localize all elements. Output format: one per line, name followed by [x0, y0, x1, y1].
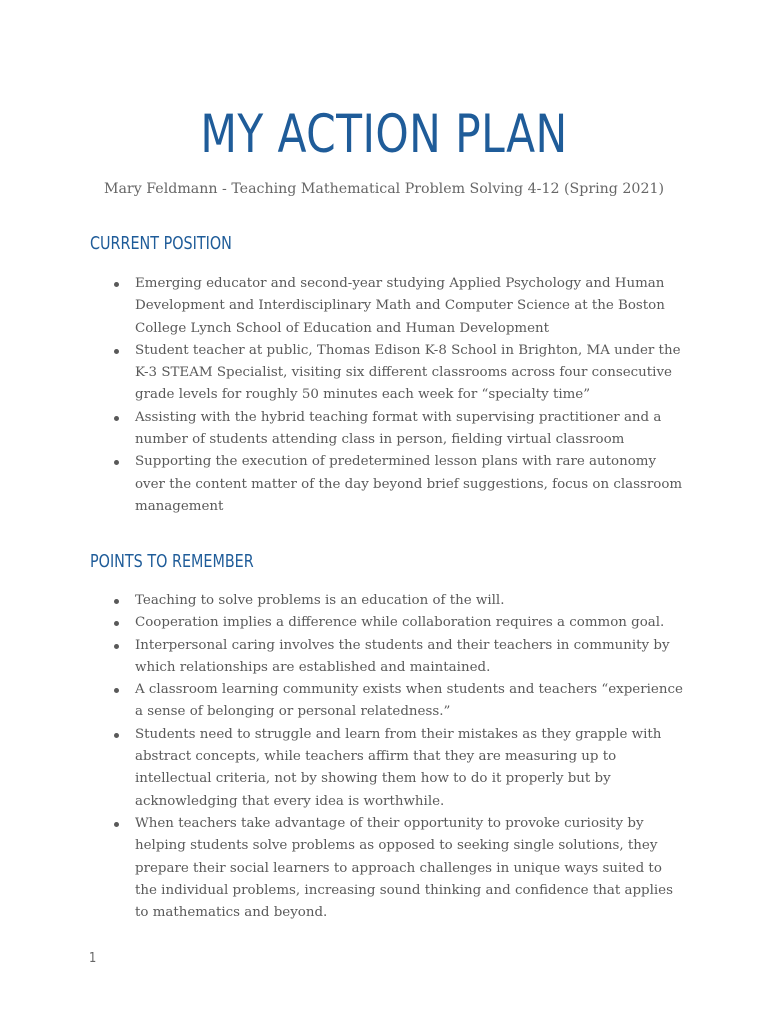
- list-item: [135, 635, 683, 680]
- bullet-icon: [114, 349, 119, 354]
- list-item-text: Cooperation implies a difference while collaboration requires a common goal.: [135, 615, 665, 631]
- list-item: [135, 679, 683, 724]
- bullet-icon: [114, 416, 119, 421]
- list-item: [135, 340, 683, 407]
- list-item-text: Assisting with the hybrid teaching format with supervising practitioner and a number of students attending class in person, fielding virtual classroom: [135, 409, 662, 448]
- list-item: [135, 724, 683, 813]
- list-item-text: Teaching to solve problems is an education of the will.: [135, 593, 505, 608]
- page-number: 1: [89, 950, 97, 966]
- list-item: [135, 612, 683, 634]
- list-item-text: When teachers take advantage of their opportunity to provoke curiosity by helping students solve problems as opposed to seeking single solutions, they prepare their social learners to approach challenges in unique ways suited to the individual problems, increasing sound thinking and confidence that applies to mathematics and beyond.: [135, 815, 673, 921]
- bullet-icon: [114, 733, 119, 738]
- current-position-list: [135, 273, 683, 518]
- list-item-text: Emerging educator and second-year studying Applied Psychology and Human Development and Interdisciplinary Math and Computer Science at the Boston College Lynch School of Education and Human Development: [135, 276, 665, 336]
- bullet-icon: [114, 621, 119, 626]
- bullet-icon: [114, 460, 119, 465]
- list-item: [135, 451, 683, 518]
- section-heading-current-position: CURRENT POSITION: [90, 234, 232, 254]
- page-subtitle: Mary Feldmann - Teaching Mathematical Problem Solving 4-12 (Spring 2021): [103, 181, 665, 197]
- list-item: [135, 590, 683, 612]
- list-item: [135, 407, 683, 452]
- list-item-text: Interpersonal caring involves the students and their teachers in community by which relationships are established and maintained.: [135, 637, 670, 675]
- bullet-icon: [114, 688, 119, 693]
- section-heading-points-to-remember: POINTS TO REMEMBER: [90, 552, 254, 572]
- list-item-text: Students need to struggle and learn from their mistakes as they grapple with abstract concepts, while teachers affirm that they are measuring up to intellectual criteria, not by showing them how to do it properly but by acknowledging that every idea is worthwhile.: [135, 726, 662, 809]
- bullet-icon: [114, 599, 119, 604]
- bullet-icon: [114, 644, 119, 649]
- points-to-remember-list: [135, 590, 683, 924]
- bullet-icon: [114, 822, 119, 827]
- list-item-text: Supporting the execution of predetermined lesson plans with rare autonomy over the content matter of the day beyond brief suggestions, focus on classroom management: [135, 454, 683, 514]
- list-item: [135, 273, 683, 340]
- page-title: MY ACTION PLAN: [200, 104, 568, 165]
- list-item: [135, 813, 683, 924]
- list-item-text: Student teacher at public, Thomas Edison K-8 School in Brighton, MA under the K-3 STEAM Specialist, visiting six different classrooms across four consecutive grade levels for roughly 50 minutes each week for “specialty time”: [135, 342, 681, 403]
- bullet-icon: [114, 282, 119, 287]
- list-item-text: A classroom learning community exists when students and teachers “experience a sense of belonging or personal relatedness.”: [135, 682, 683, 720]
